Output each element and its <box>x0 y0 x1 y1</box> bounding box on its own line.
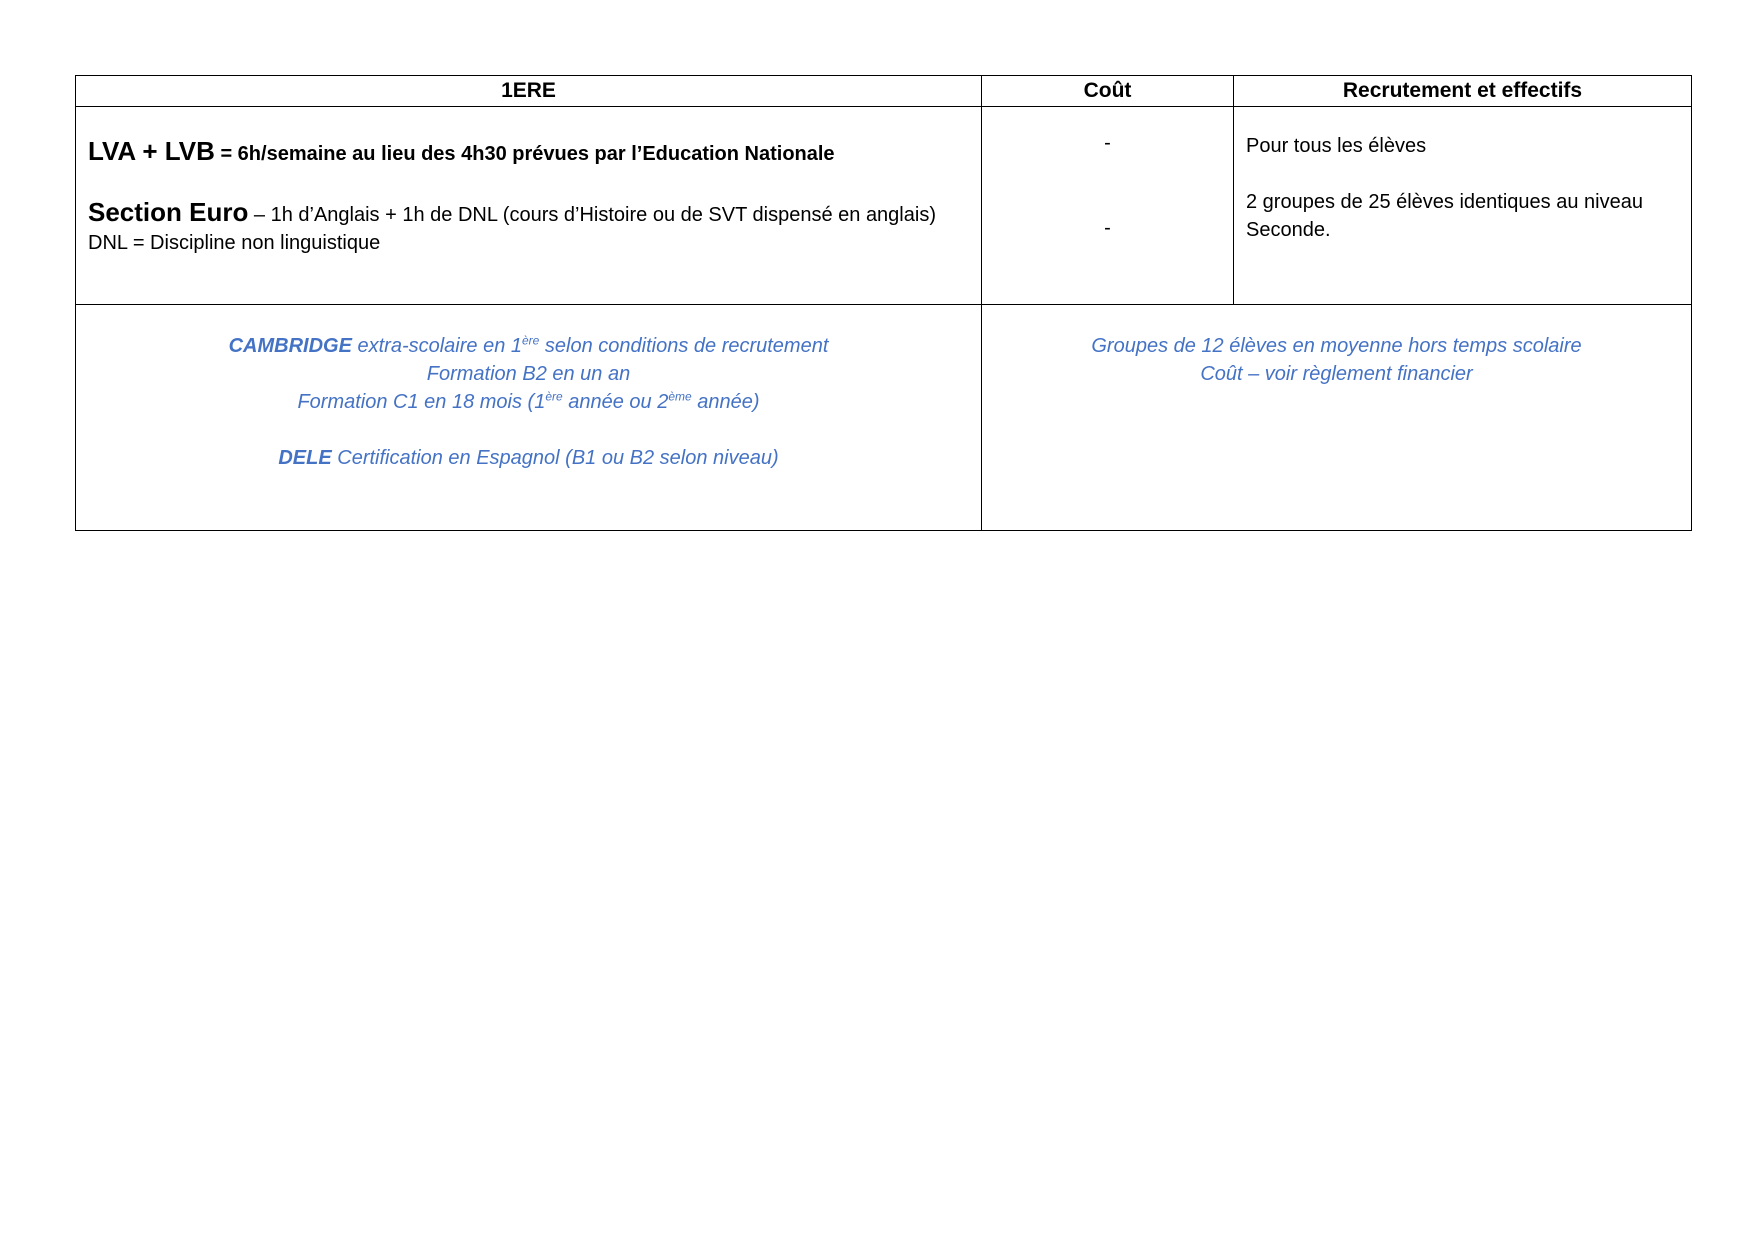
languages-row <box>76 107 1692 305</box>
dele-text: Certification en Espagnol (B1 ou B2 selon niveau) <box>331 447 779 469</box>
b2-line: Formation B2 en un an <box>426 363 631 385</box>
header-row <box>76 76 1692 107</box>
lva-line <box>88 137 969 168</box>
cost-note-line: Coût – voir règlement financier <box>1200 363 1473 385</box>
c1-text-1: Formation C1 en 18 mois (1 <box>297 391 546 413</box>
header-1ere: 1ERE <box>76 76 982 107</box>
cambridge-text-2: selon conditions de recrutement <box>539 335 829 357</box>
certifications-cell <box>76 305 982 531</box>
euro-recruitment: 2 groupes de 25 élèves identiques au niveau Seconde. <box>1246 191 1643 241</box>
lva-text: = 6h/semaine au lieu des 4h30 prévues par l’Education Nationale <box>214 143 835 165</box>
lva-recruitment: Pour tous les élèves <box>1246 135 1427 157</box>
dele-name: DELE <box>278 447 332 469</box>
extra-curricular-row <box>76 305 1692 531</box>
languages-description-cell <box>76 107 982 305</box>
languages-cost-cell <box>982 107 1234 305</box>
header-cout: Coût <box>982 76 1234 107</box>
options-table <box>75 75 1692 531</box>
groups-line: Groupes de 12 élèves en moyenne hors temps scolaire <box>1091 335 1582 357</box>
euro-cost: - <box>1104 217 1111 239</box>
cambridge-text-1: extra-scolaire en 1 <box>351 335 522 357</box>
groups-cell <box>982 305 1692 531</box>
c1-sup-2: ème <box>668 389 692 404</box>
c1-sup-1: ère <box>545 389 563 404</box>
euro-title: Section Euro <box>88 197 249 227</box>
dnl-note: DNL = Discipline non linguistique <box>88 232 381 254</box>
c1-text-3: année) <box>691 391 760 413</box>
header-recrutement: Recrutement et effectifs <box>1234 76 1692 107</box>
languages-recruitment-cell <box>1234 107 1692 305</box>
cambridge-line <box>76 332 981 360</box>
cambridge-sup: ère <box>522 333 540 348</box>
cambridge-name: CAMBRIDGE <box>228 335 352 357</box>
c1-text-2: année ou 2 <box>562 391 669 413</box>
c1-line <box>76 388 981 416</box>
lva-title: LVA + LVB <box>88 136 215 166</box>
euro-line <box>88 198 969 229</box>
lva-cost: - <box>1104 132 1111 154</box>
euro-text: – 1h d’Anglais + 1h de DNL (cours d’Histoire ou de SVT dispensé en anglais) <box>248 204 936 226</box>
dele-line <box>76 444 981 472</box>
